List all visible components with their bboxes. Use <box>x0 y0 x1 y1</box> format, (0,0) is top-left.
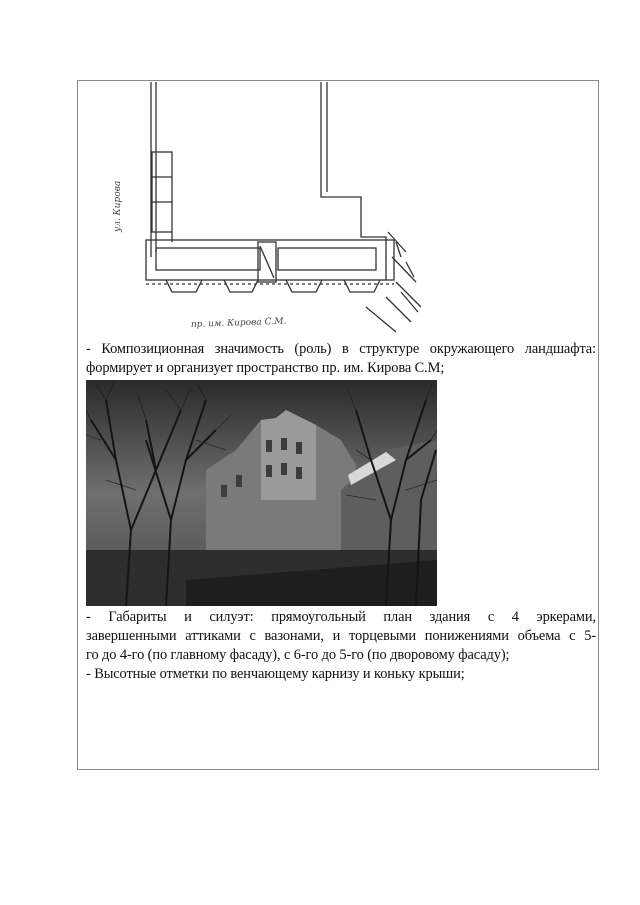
bullet-heights-line1: - Высотные отметки по венчающему карнизу и коньку крыши; <box>86 666 465 682</box>
bullet-dimensions-line1: - Габариты и силуэт: прямоугольный план здания с 4 эркерами, <box>86 609 596 625</box>
building-photo <box>86 380 437 606</box>
bullet-dimensions-cont2 <box>86 646 596 665</box>
bullet-heights <box>86 665 596 684</box>
bullet-dimensions-line2: завершенными аттиками с вазонами, и торцевыми понижениями объема с 5- <box>86 628 596 644</box>
plan-street-label-left: ул. Кирова <box>113 180 123 232</box>
bullet-dimensions-cont1 <box>86 627 596 646</box>
bullet-composition <box>86 340 596 359</box>
bullet-composition-cont <box>86 359 596 378</box>
plan-street-label-bottom: пр. им. Кирова С.М. <box>190 316 287 330</box>
bullet-dimensions <box>86 608 596 627</box>
bullet-dimensions-line3: го до 4-го (по главному фасаду), с 6-го до 5-го (по дворовому фасаду); <box>86 647 510 663</box>
bullet-composition-line2: формирует и организует пространство пр. им. Кирова С.М; <box>86 360 445 376</box>
bullet-composition-line1: - Композиционная значимость (роль) в структуре окружающего ландшафта: <box>86 341 596 357</box>
site-plan-drawing <box>96 82 426 340</box>
